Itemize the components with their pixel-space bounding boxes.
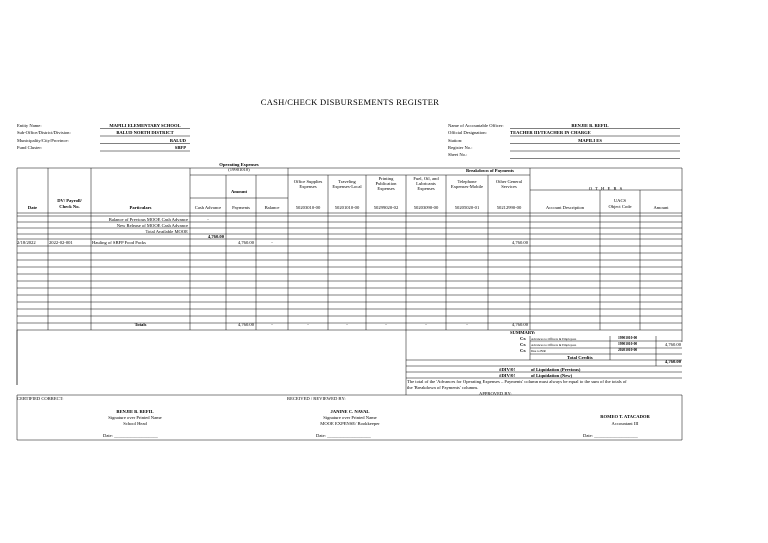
- municipality-label: Municipality/City/Province:: [17, 138, 69, 143]
- totals-traveling: -: [346, 322, 348, 327]
- amount-header: Amount: [230, 189, 248, 194]
- suboffice-value: BALUD NORTH DISTRICT: [116, 130, 174, 135]
- telephone-header-1: Telephone: [457, 179, 477, 184]
- signatory-2-name: JANINE C. NAVAL: [330, 409, 370, 414]
- summary-desc-1: Advances to Officers & Employees: [531, 337, 577, 341]
- sheet-label: Sheet No.:: [448, 152, 468, 157]
- signatory-2-caption: Signature over Printed Name: [323, 415, 377, 420]
- municipality-value: BALUD: [169, 138, 186, 143]
- totals-office-supplies: -: [307, 322, 309, 327]
- totals-telephone: -: [466, 322, 468, 327]
- code-office-supplies: 50203010-00: [295, 205, 321, 210]
- summary-cr-2: Cr.: [520, 342, 527, 347]
- office-supplies-header-1: Office Supplies: [293, 179, 323, 184]
- totals-payments: 4,760.00: [237, 322, 254, 327]
- fuel-header-1: Fuel, Oil, and: [413, 176, 439, 181]
- printing-header-2: Publication: [375, 181, 397, 186]
- entry-particulars: Hauling of SBFP Food Packs: [92, 240, 146, 245]
- totals-fuel: -: [425, 322, 427, 327]
- signatory-1-role: School Head: [123, 421, 147, 426]
- entry-payment: 4,760.00: [237, 240, 254, 245]
- code-traveling: 50201010-00: [334, 205, 360, 210]
- certified-label: CERTIFIED CORRECT:: [17, 396, 64, 401]
- others-header: O T H E R S: [588, 186, 624, 191]
- designation-label: Official Designation:: [448, 130, 487, 135]
- signatory-2-date: Date: ___________________: [316, 433, 371, 438]
- summary-desc-2: Advances to Officers & Employees: [531, 343, 577, 347]
- totals-other-general: 4,760.00: [511, 322, 528, 327]
- totals-balance: -: [271, 322, 273, 327]
- cash-advance-header: Cash Advance: [194, 205, 222, 210]
- summary-label: SUMMARY:: [510, 330, 536, 335]
- summary-code-1: 19901010-00: [618, 336, 638, 340]
- signatory-1-name: BENJIE B. REFIL: [116, 409, 154, 414]
- register-label: Register No.:: [448, 145, 473, 150]
- fuel-header-2: Lubricants: [416, 181, 436, 186]
- signatory-3-name: ROMEO T. ATACADOR: [600, 414, 650, 419]
- code-telephone: 50205020-01: [454, 205, 480, 210]
- printing-header-3: Expenses: [377, 186, 395, 191]
- balance-previous-label: Balance of Previous MOOE Cash Advance: [108, 217, 188, 222]
- entity-label: Entity Name:: [17, 123, 42, 128]
- office-supplies-header-2: Expenses: [299, 184, 317, 189]
- traveling-header-1: Traveling: [338, 179, 356, 184]
- balance-header: Balance: [264, 205, 280, 210]
- note-line-1: The total of the 'Advances for Operating Expenses – Payments' column must always be equal to the sum of the totals of: [407, 379, 627, 384]
- signatory-3-role: Accountant III: [611, 421, 639, 426]
- uacs-header-1: UACS: [613, 198, 627, 203]
- officer-label: Name of Accountable Officer:: [448, 123, 504, 128]
- entry-date: 2/18/2022: [17, 240, 36, 245]
- entry-balance: -: [271, 240, 273, 245]
- officer-value: BENJIE B. REFIL: [571, 123, 609, 128]
- telephone-header-2: Expenses-Mobile: [450, 184, 484, 189]
- operating-expenses-header: Operating Expenses: [219, 162, 259, 167]
- liquidation-new: of Liquidation (New): [531, 373, 573, 378]
- other-general-header-1: Other General: [495, 179, 523, 184]
- totals-printing: -: [385, 322, 387, 327]
- date-header: Date: [27, 205, 38, 210]
- dv-header-line2: Check No.: [59, 204, 80, 209]
- others-amount-header: Amount: [653, 205, 669, 210]
- fund-label: Fund Cluster:: [17, 145, 43, 150]
- note-line-2: the 'Breakdown of Payments' columns.: [407, 385, 479, 390]
- totals-label: Totals: [134, 322, 147, 327]
- summary-code-3: 20201010-00: [618, 348, 638, 352]
- fuel-header-3: Expenses: [417, 186, 435, 191]
- balance-previous-value: -: [207, 217, 209, 222]
- uacs-header-2: Object Code: [608, 204, 632, 209]
- entry-dv: 2022-02-001: [49, 240, 73, 245]
- code-other-general: 50212990-00: [496, 205, 522, 210]
- traveling-header-2: Expenses-Local: [332, 184, 362, 189]
- code-fuel: 50203090-00: [413, 205, 439, 210]
- div-error-2: #DIV/0!: [499, 373, 515, 378]
- breakdown-header: Breakdown of Payments: [466, 168, 514, 173]
- signatory-1-caption: Signature over Printed Name: [108, 415, 162, 420]
- total-credits-label: Total Credits: [567, 355, 593, 360]
- signatory-3-date: Date: ___________________: [583, 433, 638, 438]
- station-value: MAPILI ES: [578, 138, 602, 143]
- summary-desc-3: Due to BIR: [531, 349, 546, 353]
- payments-header: Payments: [232, 205, 250, 210]
- page-title: CASH/CHECK DISBURSEMENTS REGISTER: [260, 97, 440, 107]
- total-available-label: Total Available MOOE: [145, 229, 188, 234]
- other-general-header-2: Services: [501, 184, 517, 189]
- printing-header-1: Printing: [378, 176, 394, 181]
- entry-other-general: 4,760.00: [511, 240, 528, 245]
- entity-value: MAPILI ELEMENTARY SCHOOL: [109, 123, 181, 128]
- suboffice-label: Sub-Office/District/Division:: [17, 130, 71, 135]
- dv-header-line1: DV/ Payroll/: [57, 198, 82, 203]
- particulars-header: Particulars: [129, 205, 152, 210]
- liquidation-previous: of Liquidation (Previous): [531, 367, 581, 372]
- summary-cr-1: Cr.: [520, 336, 527, 341]
- designation-value: TEACHER III/TEACHER IN CHARGE: [510, 130, 591, 135]
- summary-cr-3: Cr.: [520, 348, 527, 353]
- total-available-value: 4,760.00: [207, 234, 224, 239]
- signatory-2-role: MOOE EXPENSE/ Bookkeeper: [320, 421, 380, 426]
- summary-amount-2: 4,760.00: [664, 342, 681, 347]
- approved-label: APPROVED BY:: [479, 391, 512, 396]
- summary-code-2: 19901010-00: [618, 342, 638, 346]
- code-printing: 50299020-02: [373, 205, 399, 210]
- signatory-1-date: Date: ___________________: [103, 433, 158, 438]
- fund-value: SBFP: [174, 145, 186, 150]
- total-credits-value: 4,760.00: [664, 359, 681, 364]
- received-label: RECEIVED / REVIEWED BY:: [287, 396, 346, 401]
- station-label: Station:: [448, 138, 463, 143]
- new-release-label: New Release of MOOE Cash Advance: [116, 223, 188, 228]
- operating-code: (19901010): [228, 167, 250, 172]
- account-description-header: Account Description: [545, 205, 585, 210]
- div-error-1: #DIV/0!: [499, 367, 515, 372]
